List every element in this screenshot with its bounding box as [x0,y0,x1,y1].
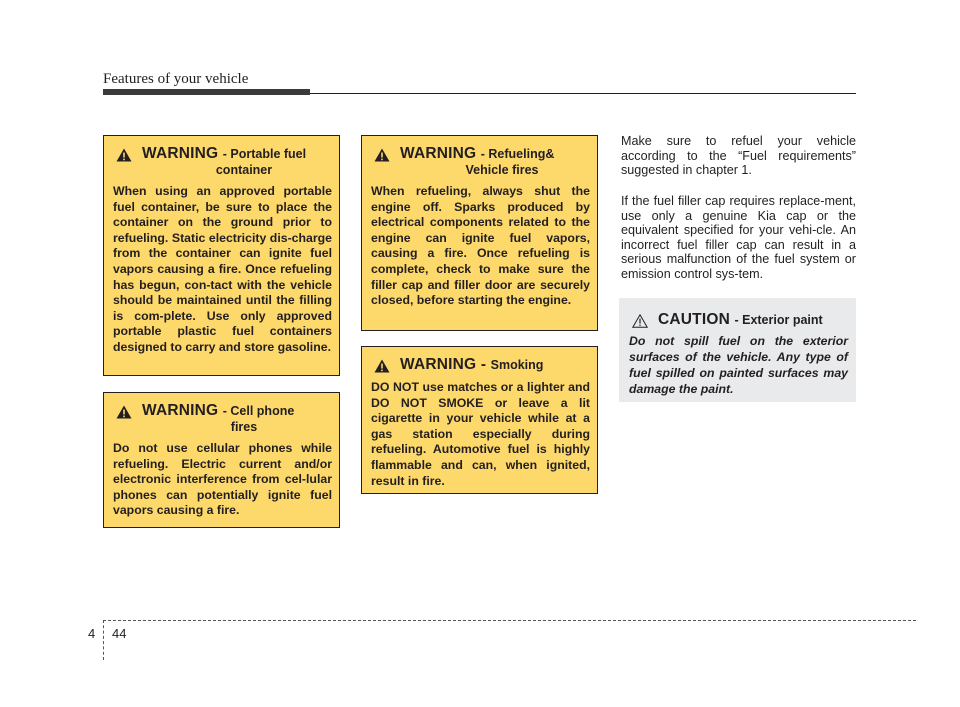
warning-subtitle: - Portable fuel [222,147,307,161]
warning-subtitle-cont: container [215,163,273,177]
caution-subtitle: - Exterior paint [734,313,823,327]
page-number: 44 [112,626,127,641]
caution-box-exterior-paint [619,298,856,402]
warning-body: DO NOT use matches or a lighter and DO NOT SMOKE or leave a lit cigarette in your vehicle while at a gas station especially during refueling. Automotive fuel is highly flammable and can, when ignited, result in fire. [371,380,590,488]
body-paragraph: If the fuel filler cap requires replace-ment, use only a genuine Kia cap or the equivalent specified for your vehi-cle. An incorrect fuel filler cap can result in a serious malfunction of the fuel system or emission control sys-tem. [621,194,856,281]
warning-body: When using an approved portable fuel container, be sure to place the container on the ground prior to refueling. Static electricity dis-charge from the container can ignite fuel vapors causing a fire. Once refueling has begun, con-tact with the vehicle should be maintained until the filling is com-plete. Use only approved portable plastic fuel containers designed to carry and store gasoline. [113,184,332,354]
caution-heading: CAUTION [658,311,731,328]
warning-subtitle-cont: Vehicle fires [465,163,539,177]
chapter-number: 4 [88,626,96,641]
warning-triangle-icon [374,359,390,373]
caution-box-header [629,312,848,328]
warning-subtitle: - Cell phone [222,404,295,418]
warning-triangle-icon [374,148,390,162]
footer-rule [103,620,916,621]
warning-heading: WARNING - [400,356,487,373]
warning-box-header [113,146,332,178]
warning-heading: WARNING [142,402,219,419]
warning-body: Do not use cellular phones while refueling. Electric current and/or electronic interference from cel-lular phones can potentially ignite fuel vapors causing a fire. [113,441,332,518]
header-rule-accent [103,89,310,95]
warning-box-portable-fuel [103,135,340,376]
warning-triangle-icon [116,405,132,419]
footer-vertical-rule [103,620,104,660]
warning-box-smoking [361,346,598,494]
warning-heading: WARNING [400,145,477,162]
warning-subtitle: - Refueling& [480,147,555,161]
warning-box-header [371,357,590,373]
warning-box-cell-phone [103,392,340,528]
warning-box-header [371,146,590,178]
warning-body: When refueling, always shut the engine off. Sparks produced by electrical components related to the engine can ignite fuel vapors, causing a fire. Once refueling is complete, check to make sure the filler cap and filler door are securely closed, before starting the engine. [371,184,590,308]
warning-triangle-icon [116,148,132,162]
warning-subtitle-cont: fires [230,420,258,434]
body-paragraph: Make sure to refuel your vehicle according to the “Fuel requirements” suggested in chapter 1. [621,134,856,178]
caution-body: Do not spill fuel on the exterior surfaces of the vehicle. Any type of fuel spilled on painted surfaces may damage the paint. [629,334,848,396]
caution-triangle-outline-icon [632,314,648,328]
warning-box-header [113,403,332,435]
page-header-title: Features of your vehicle [103,71,249,87]
warning-box-refueling-fires [361,135,598,331]
warning-subtitle: Smoking [490,358,544,372]
warning-heading: WARNING [142,145,219,162]
